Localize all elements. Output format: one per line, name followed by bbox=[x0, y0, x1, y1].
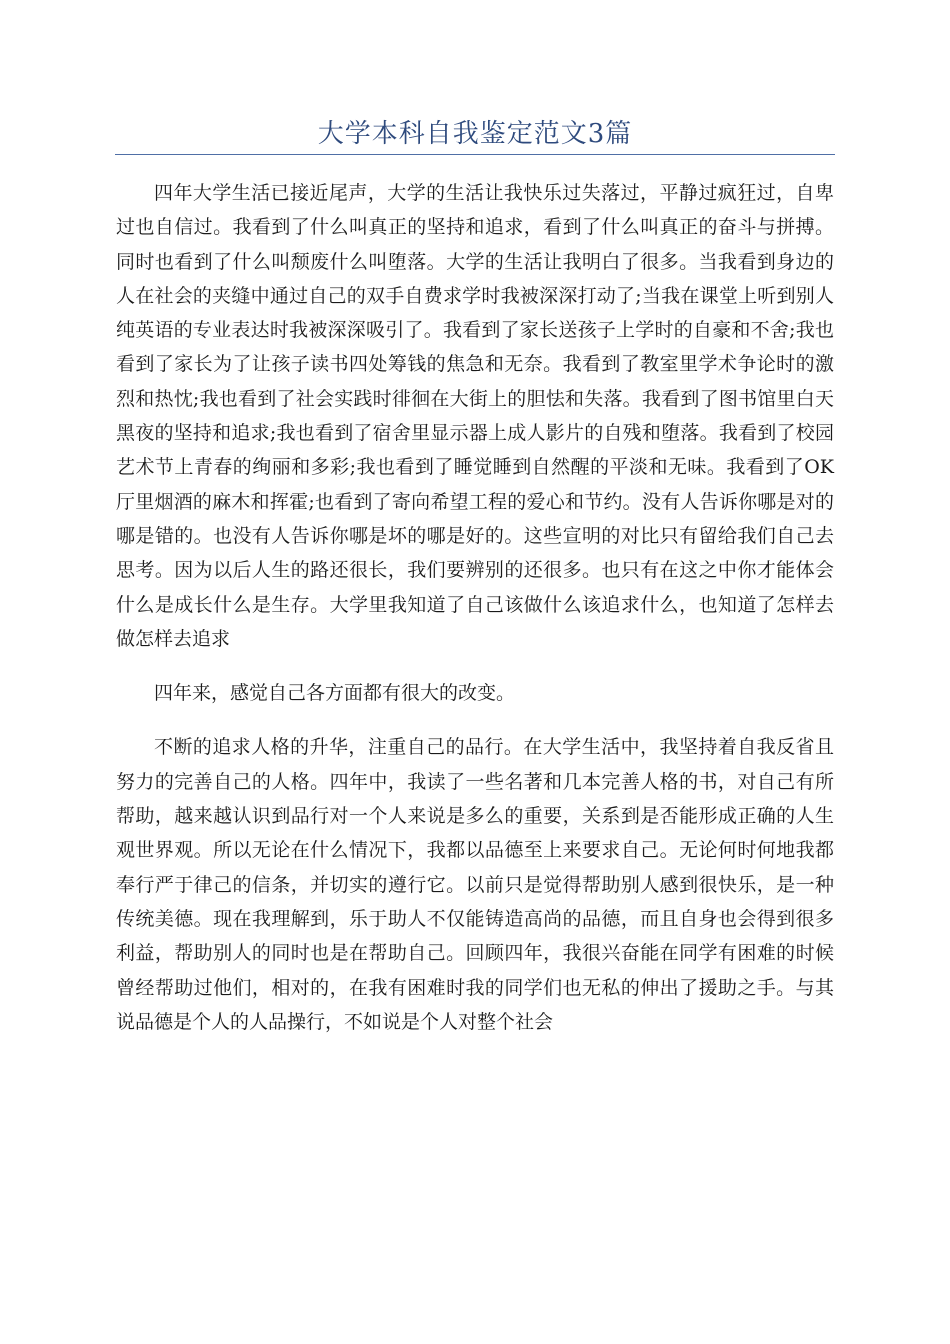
title-underline bbox=[115, 154, 835, 155]
document-body bbox=[116, 176, 834, 1059]
document-title: 大学本科自我鉴定范文3篇 bbox=[317, 119, 633, 149]
paragraph-change: 四年来，感觉自己各方面都有很大的改变。 bbox=[154, 682, 516, 705]
paragraph-character: 不断的追求人格的升华，注重自己的品行。在大学生活中，我坚持着自我反省且努力的完善自己的人格。四年中，我读了一些名著和几本完善人格的书，对自己有所帮助，越来越认识到品行对一个人来说是多么的重要，关系到是否能形成正确的人生观世界观。所以无论在什么情况下，我都以品德至上来要求自己。无论何时何地我都奉行严于律己的信条，并切实的遵行它。以前只是觉得帮助别人感到很快乐，是一种传统美德。现在我理解到，乐于助人不仅能铸造高尚的品德，而且自身也会得到很多利益，帮助别人的同时也是在帮助自己。回顾四年，我很兴奋能在同学有困难的时候曾经帮助过他们，相对的，在我有困难时我的同学们也无私的伸出了援助之手。与其说品德是个人的人品操行，不如说是个人对整个社会 bbox=[116, 736, 834, 1033]
paragraph-intro: 四年大学生活已接近尾声，大学的生活让我快乐过失落过，平静过疯狂过，自卑过也自信过。我看到了什么叫真正的坚持和追求，看到了什么叫真正的奋斗与拼搏。同时也看到了什么叫颓废什么叫堕落。大学的生活让我明白了很多。当我看到身边的人在社会的夹缝中通过自己的双手自费求学时我被深深打动了;当我在课堂上听到别人纯英语的专业表达时我被深深吸引了。我看到了家长送孩子上学时的自豪和不舍;我也看到了家长为了让孩子读书四处筹钱的焦急和无奈。我看到了教室里学术争论时的激烈和热忱;我也看到了社会实践时徘徊在大街上的胆怯和失落。我看到了图书馆里白天黑夜的坚持和追求;我也看到了宿舍里显示器上成人影片的自残和堕落。我看到了校园艺术节上青春的绚丽和多彩;我也看到了睡觉睡到自然醒的平淡和无味。我看到了OK厅里烟酒的麻木和挥霍;也看到了寄向希望工程的爱心和节约。没有人告诉你哪是对的哪是错的。也没有人告诉你哪是坏的哪是好的。这些宣明的对比只有留给我们自己去思考。因为以后人生的路还很长，我们要辨别的还很多。也只有在这之中你才能体会什么是成长什么是生存。大学里我知道了自己该做什么该追求什么，也知道了怎样去做怎样去追求 bbox=[116, 182, 834, 650]
